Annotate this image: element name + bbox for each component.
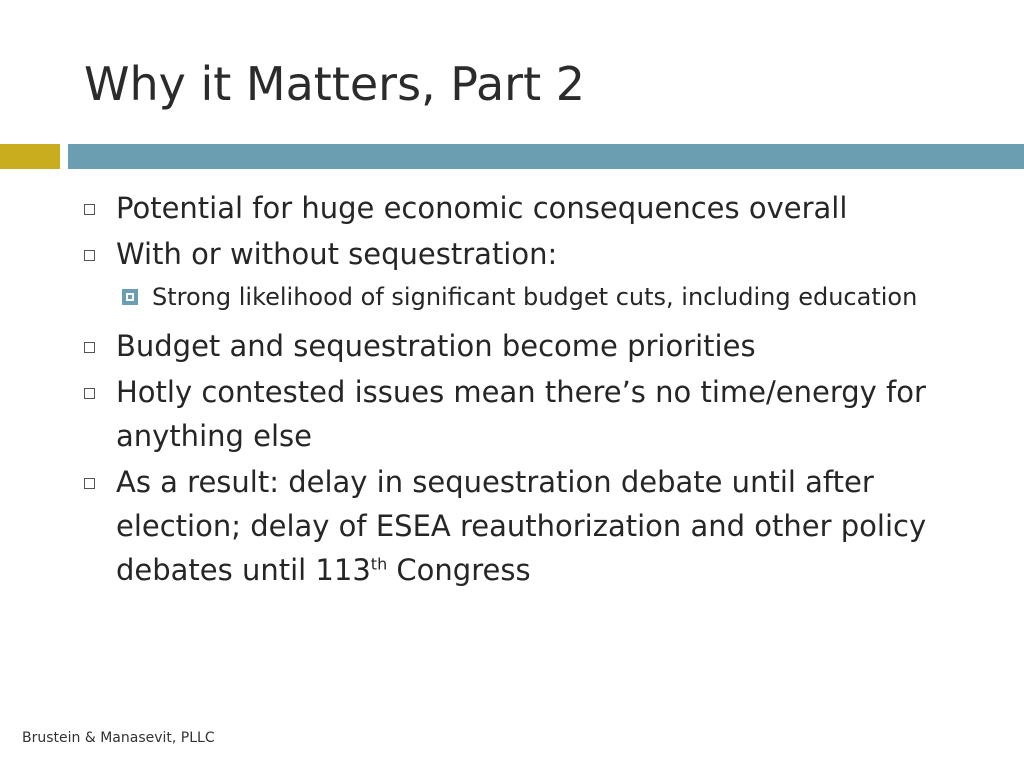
hollow-square-bullet-icon: [80, 186, 116, 230]
bullet-item: [80, 324, 980, 368]
bullet-text-main: As a result: delay in sequestration debate until after election; delay of ESEA reauthorization and other policy debates until 113: [116, 465, 927, 587]
hollow-square-bullet-icon: [80, 460, 116, 504]
hollow-square-bullet-icon: [80, 232, 116, 276]
sub-bullet-text: Strong likelihood of significant budget cuts, including education: [152, 283, 918, 311]
sub-bullet-item: [120, 278, 980, 316]
bullet-text: With or without sequestration:: [116, 237, 558, 271]
gold-accent-bar: [0, 144, 60, 169]
footer-firm-name: Brustein & Manasevit, PLLC: [22, 730, 215, 746]
teal-accent-bar: [68, 144, 1024, 169]
bullet-item: [80, 460, 980, 592]
hollow-square-bullet-icon: [80, 370, 116, 414]
bullet-text: [116, 460, 980, 592]
bullet-item: [80, 186, 980, 230]
filled-square-bullet-icon: [120, 278, 152, 316]
slide-title: Why it Matters, Part 2: [84, 57, 585, 111]
bullet-item: [80, 370, 980, 458]
bullet-text: Potential for huge economic consequences overall: [116, 191, 848, 225]
ordinal-superscript: th: [370, 554, 388, 574]
bullet-text-tail: Congress: [387, 553, 531, 587]
bullet-text: Budget and sequestration become priorities: [116, 329, 756, 363]
bullet-item: [80, 232, 980, 276]
hollow-square-bullet-icon: [80, 324, 116, 368]
bullet-text: Hotly contested issues mean there’s no time/energy for anything else: [116, 375, 926, 453]
bullet-list: [80, 186, 980, 594]
